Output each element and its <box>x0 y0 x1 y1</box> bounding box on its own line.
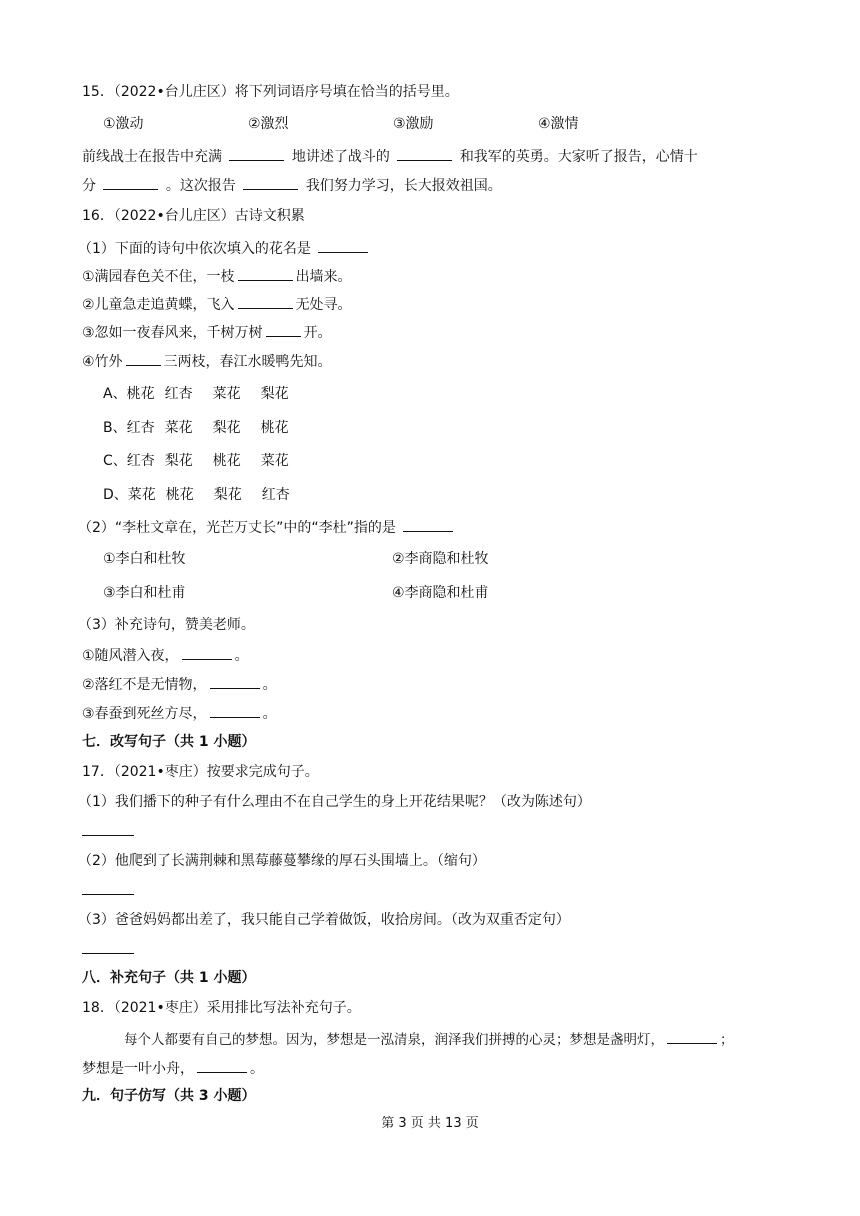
poem-text: 无处寻。 <box>295 297 352 313</box>
q15-blank-4[interactable] <box>243 175 298 190</box>
q16-poem-line-1 <box>82 266 352 287</box>
poem-blank-1[interactable] <box>238 266 293 281</box>
q18-blank-1[interactable] <box>667 1029 717 1044</box>
poem-blank-2[interactable] <box>238 294 293 309</box>
q17-title: 17．（2021•枣庄）按要求完成句子。 <box>82 764 319 780</box>
q15-option-3: ③激励 <box>393 116 434 132</box>
q16-part3-line-2 <box>82 674 277 695</box>
q16-choice-b[interactable]: B、红杏 菜花 梨花 桃花 <box>103 420 289 436</box>
q17-item-3: （3）爸爸妈妈都出差了，我只能自己学着做饭，收拾房间。（改为双重否定句） <box>78 912 570 928</box>
poem-text: 。 <box>262 706 277 722</box>
q17-answer-line-2[interactable] <box>82 894 134 895</box>
poem-text: 三两枝，春江水暖鸭先知。 <box>163 354 332 370</box>
poem-text: ②儿童急走追黄蝶，飞入 <box>82 297 235 313</box>
section-9-heading: 九．句子仿写（共 3 小题） <box>82 1088 256 1104</box>
q16-part1-blank[interactable] <box>318 238 368 253</box>
q15-text: 我们努力学习，长大报效祖国。 <box>305 178 502 194</box>
page-footer: 第 3 页 共 13 页 <box>381 1116 479 1131</box>
part3-blank-2[interactable] <box>210 674 260 689</box>
poem-text: ③春蚕到死丝方尽， <box>82 706 207 722</box>
q15-option-4: ④激情 <box>538 116 579 132</box>
q18-text: ； <box>720 1032 734 1048</box>
q16-part3-line-1 <box>82 645 249 666</box>
q16-part3-line-3 <box>82 703 277 724</box>
q15-option-1: ①激动 <box>103 116 144 132</box>
poem-text: ④竹外 <box>82 354 123 370</box>
q16-part2-blank[interactable] <box>403 517 453 532</box>
q17-answer-line-3[interactable] <box>82 953 134 954</box>
q15-title: 15．（2022•台儿庄区）将下列词语序号填在恰当的括号里。 <box>82 84 459 100</box>
poem-text: ②落红不是无情物， <box>82 677 207 693</box>
section-7-heading: 七．改写句子（共 1 小题） <box>82 734 256 750</box>
poem-blank-4[interactable] <box>126 351 161 366</box>
part3-blank-1[interactable] <box>182 645 232 660</box>
q16-part3-prompt: （3）补充诗句，赞美老师。 <box>78 617 255 633</box>
q16-part2-option-1[interactable]: ①李白和杜牧 <box>103 551 186 567</box>
q17-answer-line-1[interactable] <box>82 835 134 836</box>
q18-line-1 <box>124 1029 734 1050</box>
poem-text: 出墙来。 <box>295 269 352 285</box>
part3-blank-3[interactable] <box>210 703 260 718</box>
q15-text: 前线战士在报告中充满 <box>82 149 222 165</box>
poem-text: ①随风潜入夜， <box>82 648 179 664</box>
q17-item-1: （1）我们播下的种子有什么理由不在自己学生的身上开花结果呢？（改为陈述句） <box>78 794 591 810</box>
poem-text: ①满园春色关不住，一枝 <box>82 269 235 285</box>
q15-blank-2[interactable] <box>397 146 452 161</box>
section-8-heading: 八．补充句子（共 1 小题） <box>82 970 256 986</box>
q16-part1-prompt <box>78 238 371 259</box>
q16-choice-a[interactable]: A、桃花 红杏 菜花 梨花 <box>103 386 289 402</box>
q15-blank-3[interactable] <box>103 175 158 190</box>
poem-blank-3[interactable] <box>266 322 301 337</box>
q18-text: 每个人都要有自己的梦想。因为，梦想是一泓清泉，润泽我们拼搏的心灵；梦想是盏明灯， <box>124 1032 664 1048</box>
q16-part2-option-3[interactable]: ③李白和杜甫 <box>103 585 186 601</box>
q15-paragraph-line1 <box>82 146 698 167</box>
q16-part2-option-4[interactable]: ④李商隐和杜甫 <box>392 585 489 601</box>
q18-blank-2[interactable] <box>197 1058 247 1073</box>
q16-part2-text: （2）“李杜文章在，光芒万丈长”中的“李杜”指的是 <box>78 520 396 536</box>
q18-text: 梦想是一叶小舟， <box>82 1061 194 1077</box>
q16-choice-c[interactable]: C、红杏 梨花 桃花 菜花 <box>103 453 289 469</box>
q16-part1-text: （1）下面的诗句中依次填入的花名是 <box>78 241 311 257</box>
q15-text: 地讲述了战斗的 <box>291 149 390 165</box>
q16-choice-d[interactable]: D、菜花 桃花 梨花 红杏 <box>103 487 290 503</box>
q15-text: 和我军的英勇。大家听了报告，心情十 <box>459 149 698 165</box>
q16-part2-prompt <box>78 517 456 538</box>
poem-text: ③忽如一夜春风来，千树万树 <box>82 325 263 341</box>
poem-text: 。 <box>234 648 249 664</box>
q16-poem-line-2 <box>82 294 352 315</box>
poem-text: 开。 <box>303 325 332 341</box>
q15-text: 分 <box>82 178 96 194</box>
q18-title: 18．（2021•枣庄）采用排比写法补充句子。 <box>82 1000 361 1016</box>
q16-poem-line-3 <box>82 322 332 343</box>
q16-poem-line-4 <box>82 351 332 372</box>
q15-option-2: ②激烈 <box>248 116 289 132</box>
q17-item-2: （2）他爬到了长满荆棘和黑莓藤蔓攀缘的厚石头围墙上。（缩句） <box>78 853 486 869</box>
q16-title: 16．（2022•台儿庄区）古诗文积累 <box>82 208 305 224</box>
q15-blank-1[interactable] <box>229 146 284 161</box>
q18-text: 。 <box>250 1061 264 1077</box>
q18-line-2 <box>82 1058 264 1079</box>
q15-paragraph-line2 <box>82 175 502 196</box>
poem-text: 。 <box>262 677 277 693</box>
q15-text: 。这次报告 <box>165 178 236 194</box>
q16-part2-option-2[interactable]: ②李商隐和杜牧 <box>392 551 489 567</box>
